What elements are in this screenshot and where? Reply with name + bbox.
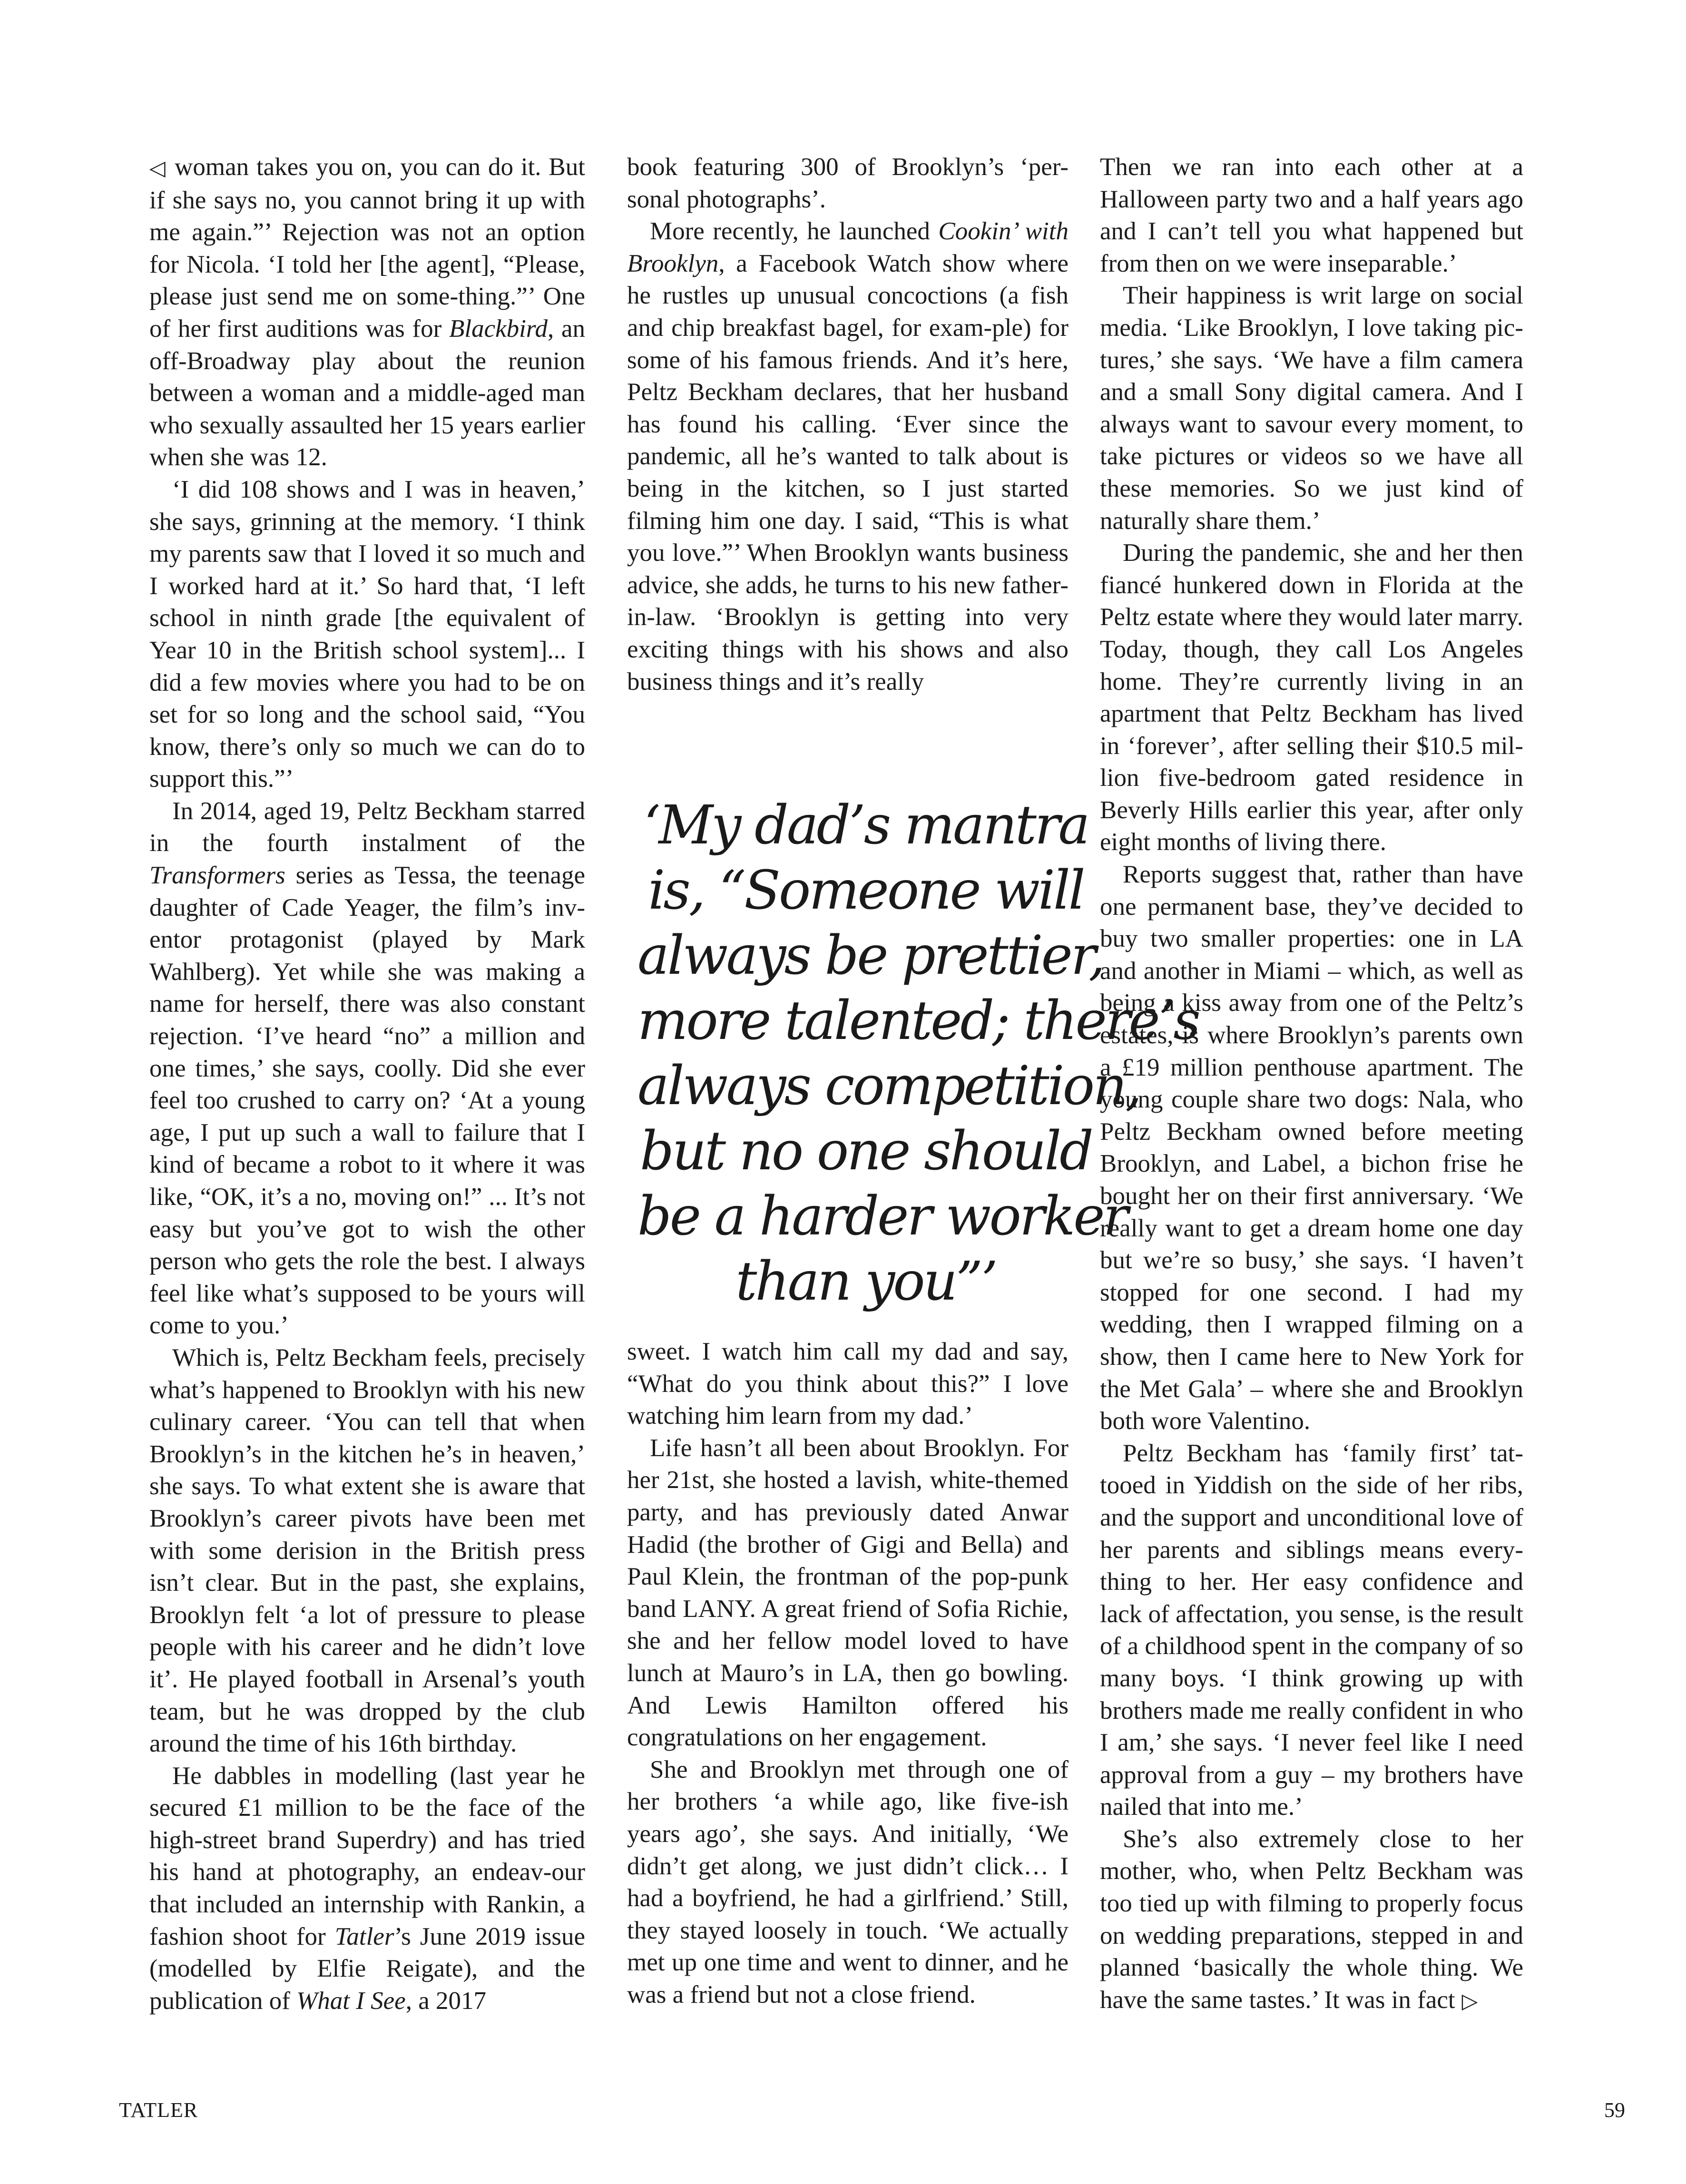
article-paragraph — [1100, 1823, 1523, 2018]
article-column-left — [149, 151, 585, 2017]
article-paragraph — [1100, 1438, 1523, 1823]
pull-quote-line: always competition, — [637, 1055, 1140, 1117]
text-run: Life hasn’t all been about Brooklyn. For her 21st, she hosted a lavish, white-themed party, and has previously dated Anwar Hadid (the brother of Gigi and Bella) and Paul Klein, the frontman of the pop-punk band LANY. A great friend of Sofia Richie, she and her fellow model loved to have lunch at Mauro’s in LA, then go bowling. And Lewis Hamilton offered his congratulations on her engagement. — [627, 1434, 1068, 1752]
text-run: Their happiness is writ large on social media. ‘Like Brooklyn, I love taking pic-tures,’ she says. ‘We have a film camera and a small Sony digital camera. And I always want to savour every moment, to take pictures or videos so we have all these memories. So we just kind of naturally share them.’ — [1100, 282, 1523, 535]
text-run: Reports suggest that, rather than have one permanent base, they’ve decided to buy two smaller properties: one in LA and another in Miami – which, as well as being a kiss away from one of the Peltz’s estates, is where Brooklyn’s parents own a £19 million penthouse apartment. The young couple share two dogs: Nala, who Peltz Beckham owned before meeting Brooklyn, and Label, a bichon frise he bought her on their first anniversary. ‘We really want to get a dream home one day but we’re so busy,’ she says. ‘I haven’t stopped for one second. I had my wedding, then I wrapped filming on a show, then I came here to New York for the Met Gala’ – where she and Brooklyn both wore Valentino. — [1100, 861, 1523, 1435]
italic-title: Cookin’ with Brooklyn — [627, 217, 1068, 277]
text-run: Peltz Beckham has ‘family first’ tat-tooed in Yiddish on the side of her ribs, and the support and unconditional love of her parents and siblings means every-thing to her. Her easy confidence and lack of affectation, you sense, is the result of a childhood spent in the company of so many boys. ‘I think growing up with brothers made me really confident in who I am,’ she says. ‘I never feel like I need approval from a guy – my brothers have nailed that into me.’ — [1100, 1439, 1523, 1821]
article-column-middle-bottom — [627, 1336, 1068, 2011]
text-run: woman takes you on, you can do it. But if she says no, you cannot bring it up with me again.”’ Rejection was not an option for Nicola. ‘I told her [the agent], “Please, please just send me on some-thing.”’ One of her first auditions was for — [149, 153, 585, 343]
text-run: In 2014, aged 19, Peltz Beckham starred in the fourth instalment of the — [149, 797, 585, 857]
pull-quote-line: be a harder worker — [637, 1185, 1127, 1247]
article-paragraph — [627, 151, 1068, 215]
italic-title: Tatler — [334, 1922, 394, 1950]
pull-quote-line: than you”’ — [735, 1251, 996, 1312]
pull-quote-line: always be prettier, — [637, 925, 1104, 987]
text-run: book featuring 300 of Brooklyn’s ‘per-sonal photographs’. — [627, 153, 1068, 213]
italic-title: Blackbird — [449, 314, 548, 343]
text-run: ’s June 2019 issue (modelled by Elfie Reigate), and the publication of — [149, 1922, 585, 2015]
article-paragraph — [149, 1760, 585, 2018]
page-number: 59 — [1604, 2098, 1625, 2122]
magazine-brand: TATLER — [119, 2098, 198, 2122]
article-paragraph — [1100, 280, 1523, 537]
article-paragraph — [149, 1342, 585, 1760]
continued-from-arrow-icon: ◁ — [149, 156, 175, 180]
pull-quote-line: more talented; there’s — [637, 990, 1199, 1052]
text-run: He dabbles in modelling (last year he secured £1 million to be the face of the high-street brand Superdry) and has tried his hand at photography, an endeav-our that included an internship with Rankin, a fashion shoot for — [149, 1762, 585, 1950]
article-paragraph — [627, 1336, 1068, 1432]
text-run: series as Tessa, the teenage daughter of Cade Yeager, the film’s inv-entor protagonist (played by Mark Wahlberg). Yet while she was making a name for herself, there was also constant rejection. ‘I’ve heard “no” a million and one times,’ she says, coolly. Did she ever feel too crushed to carry on? ‘At a young age, I put up such a wall to failure that I kind of became a robot to it where it was like, “OK, it’s a no, moving on!” ... It’s not easy but you’ve got to wish the other person who gets the role the best. I always feel like what’s supposed to be yours will come to you.’ — [149, 862, 585, 1340]
text-run: ‘I did 108 shows and I was in heaven,’ she says, grinning at the memory. ‘I think my parents saw that I loved it so much and I worked hard at it.’ So hard that, ‘I left school in ninth grade [the equivalent of Year 10 in the British school system]... I did a few movies where you had to be on set for so long and the school said, “You know, there’s only so much we can do to support this.”’ — [149, 475, 585, 793]
article-paragraph — [627, 1432, 1068, 1754]
article-paragraph — [1100, 859, 1523, 1438]
article-paragraph — [627, 1754, 1068, 2011]
text-run: Then we ran into each other at a Halloween party two and a half years ago and I can’t tell you what happened but from then on we were inseparable.’ — [1100, 153, 1523, 277]
article-paragraph — [149, 151, 585, 474]
article-column-middle-top — [627, 151, 1068, 698]
pull-quote-line: ‘My dad’s mantra — [643, 794, 1088, 856]
article-paragraph — [149, 474, 585, 795]
pull-quote-line: but no one should — [640, 1120, 1092, 1182]
text-run: She’s also extremely close to her mother, who, when Peltz Beckham was too tied up with filming to properly focus on wedding preparations, stepped in and planned ‘basically the whole thing. We have the same tastes.’ It was in fact — [1100, 1825, 1523, 2014]
text-run: , a 2017 — [405, 1987, 486, 2015]
continued-to-arrow-icon: ▷ — [1455, 1988, 1478, 2013]
article-column-right — [1100, 151, 1523, 2017]
article-paragraph — [1100, 537, 1523, 859]
article-paragraph — [1100, 151, 1523, 280]
italic-title: Transformers — [149, 862, 285, 890]
text-run: During the pandemic, she and her then fiancé hunkered down in Florida at the Peltz estate where they would later marry. Today, though, they call Los Angeles home. They’re currently living in an apartment that Peltz Beckham has lived in ‘forever’, after selling their $10.5 mil-lion five-bedroom gated residence in Beverly Hills earlier this year, after only eight months of living there. — [1100, 539, 1523, 856]
text-run: She and Brooklyn met through one of her brothers ‘a while ago, like five-ish years ago’, she says. And initially, ‘We didn’t get along, we just didn’t click… I had a boyfriend, he had a girlfriend.’ Still, they stayed loosely in touch. ‘We actually met up one time and went to dinner, and he was a friend but not a close friend. — [627, 1755, 1068, 2008]
text-run: , an off-Broadway play about the reunion between a woman and a middle-aged man who sexually assaulted her 15 years earlier when she was 12. — [149, 314, 585, 471]
text-run: , a Facebook Watch show where he rustles up unusual concoctions (a fish and chip breakfast bagel, for exam-ple) for some of his famous friends. And it’s here, Peltz Beckham declares, that her husband has found his calling. ‘Ever since the pandemic, all he’s wanted to talk about is being in the kitchen, so I just started filming him one day. I said, “This is what you love.”’ When Brooklyn wants business advice, she adds, he turns to his new father-in-law. ‘Brooklyn is getting into very exciting things with his shows and also business things and it’s really — [627, 249, 1068, 695]
pull-quote-line: is, “Someone will — [648, 860, 1084, 921]
text-run: sweet. I watch him call my dad and say, “What do you think about this?” I love watching him learn from my dad.’ — [627, 1338, 1068, 1430]
article-paragraph — [149, 795, 585, 1342]
text-run: Which is, Peltz Beckham feels, precisely what’s happened to Brooklyn with his new culinary career. ‘You can tell that when Brooklyn’s in the kitchen he’s in heaven,’ she says. To what extent she is aware that Brooklyn’s career pivots have been met with some derision in the British press isn’t clear. But in the past, she explains, Brooklyn felt ‘a lot of pressure to please people with his career and he didn’t love it’. He played football in Arsenal’s youth team, but he was dropped by the club around the time of his 16th birthday. — [149, 1343, 585, 1758]
pull-quote — [637, 793, 1199, 1314]
article-paragraph — [627, 215, 1068, 698]
italic-title: What I See — [296, 1987, 406, 2015]
text-run: More recently, he launched — [650, 217, 939, 245]
